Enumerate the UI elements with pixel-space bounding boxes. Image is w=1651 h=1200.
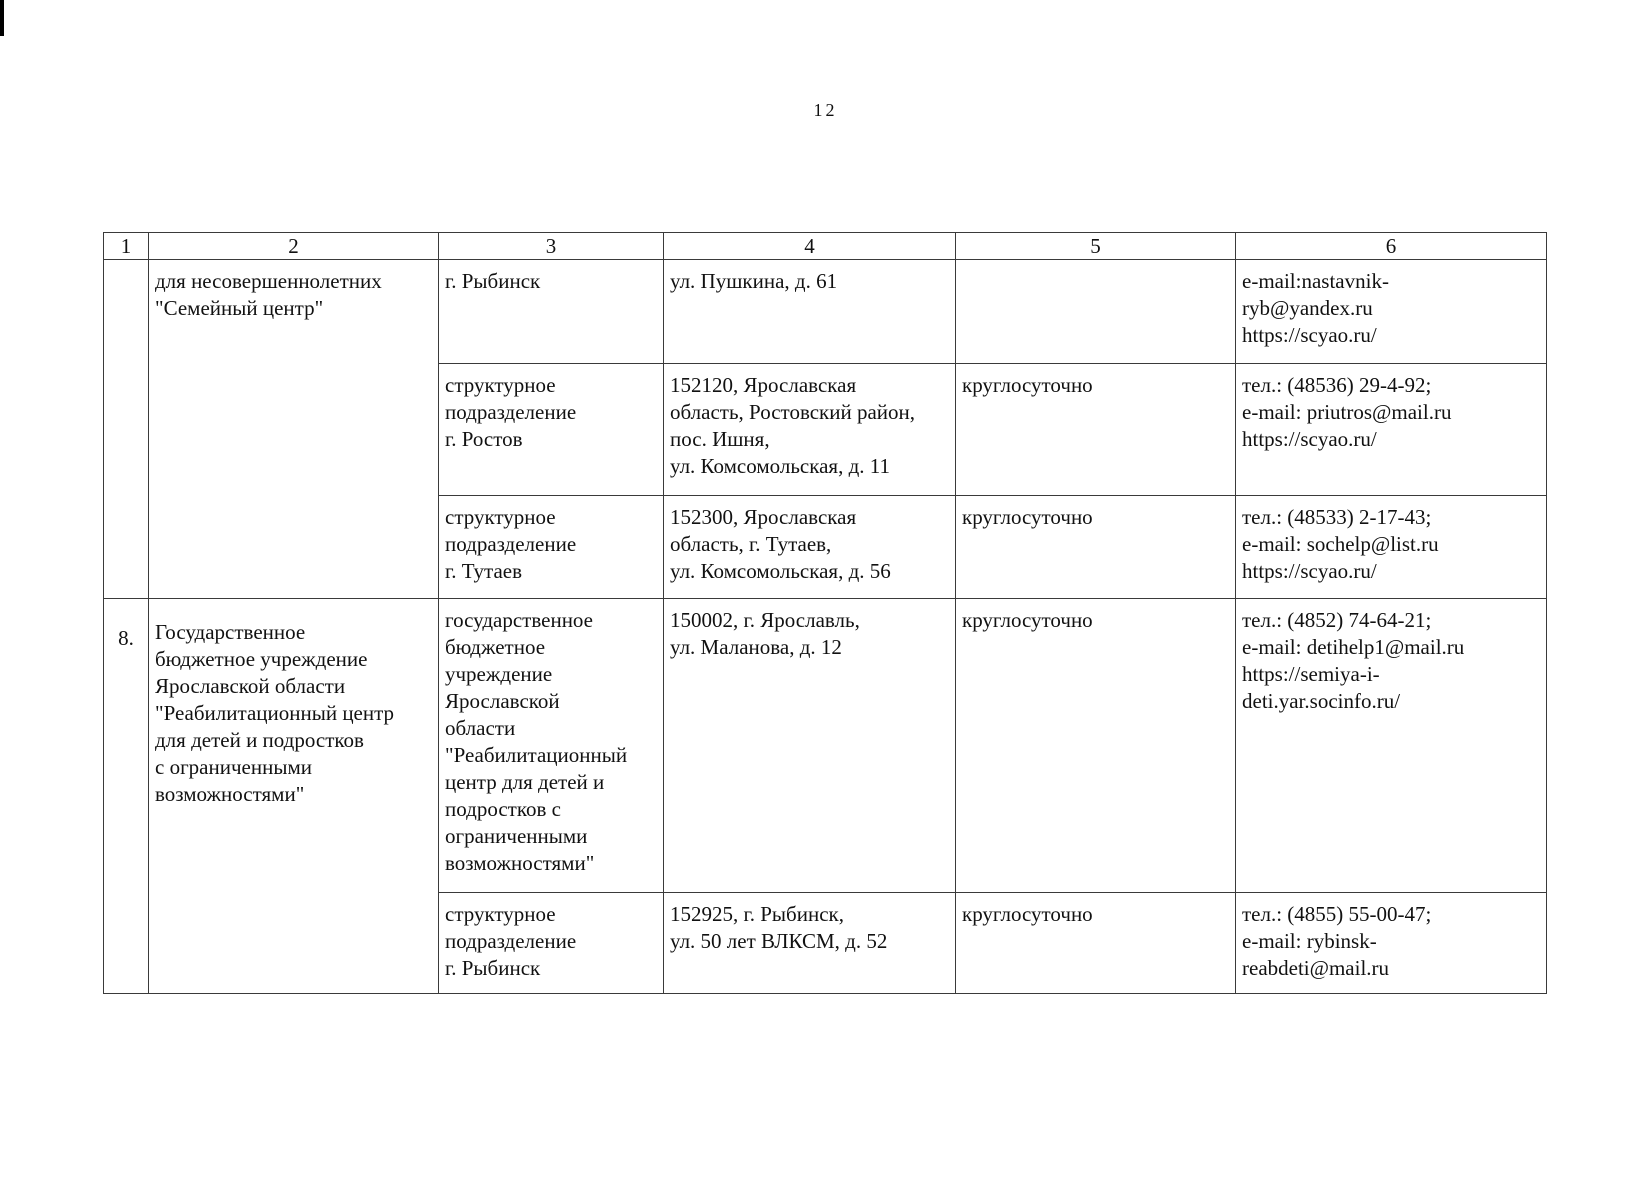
cell-line: Государственное (155, 620, 306, 644)
cell-line: государственное (445, 608, 594, 632)
cell-line: тел.: (4855) 55-00-47; (1242, 902, 1432, 926)
cell-line: круглосуточно (962, 505, 1093, 529)
cell-line: 150002, г. Ярославль, (670, 608, 860, 632)
subunit-name (439, 260, 664, 364)
table-row (104, 260, 1547, 364)
cell-line: e-mail:nastavnik- (1242, 269, 1389, 293)
subunit-contacts (1236, 496, 1547, 599)
cell-line: "Реабилитационный (445, 743, 628, 767)
column-number-header-row (104, 233, 1547, 260)
cell-line: e-mail: detihelp1@mail.ru (1242, 635, 1465, 659)
subunit-name (439, 599, 664, 893)
subunit-address (664, 260, 956, 364)
cell-line: https://scyao.ru/ (1242, 559, 1377, 583)
subunit-name (439, 364, 664, 496)
subunit-address (664, 496, 956, 599)
subunit-contacts (1236, 364, 1547, 496)
cell-line: область, Ростовский район, (670, 400, 916, 424)
cell-line: ryb@yandex.ru (1242, 296, 1373, 320)
cell-line: 152925, г. Рыбинск, (670, 902, 844, 926)
cell-line: deti.yar.socinfo.ru/ (1242, 689, 1401, 713)
column-header: 3 (439, 233, 664, 260)
column-header: 5 (956, 233, 1236, 260)
cell-line: Ярославской (445, 689, 560, 713)
cell-line: центр для детей и (445, 770, 605, 794)
row-number: 8. (104, 599, 149, 994)
subunit-contacts (1236, 893, 1547, 994)
cell-line: "Семейный центр" (155, 296, 324, 320)
cell-line: ул. Пушкина, д. 61 (670, 269, 838, 293)
subunit-contacts (1236, 599, 1547, 893)
cell-line: круглосуточно (962, 373, 1093, 397)
subunit-hours (956, 599, 1236, 893)
subunit-hours (956, 496, 1236, 599)
cell-line: "Реабилитационный центр (155, 701, 395, 725)
cell-line: г. Рыбинск (445, 956, 541, 980)
organization-name (149, 599, 439, 994)
subunit-name (439, 496, 664, 599)
cell-line: круглосуточно (962, 902, 1093, 926)
cell-line: подразделение (445, 929, 577, 953)
cell-line: Ярославской области (155, 674, 346, 698)
cell-line: подразделение (445, 532, 577, 556)
cell-line: https://scyao.ru/ (1242, 427, 1377, 451)
table-row (104, 599, 1547, 893)
subunit-hours (956, 260, 1236, 364)
cell-line: круглосуточно (962, 608, 1093, 632)
cell-line: подразделение (445, 400, 577, 424)
cell-line: пос. Ишня, (670, 427, 770, 451)
cell-line: 152300, Ярославская (670, 505, 857, 529)
subunit-address (664, 364, 956, 496)
cell-line: возможностями" (445, 851, 595, 875)
cell-line: 152120, Ярославская (670, 373, 857, 397)
subunit-address (664, 599, 956, 893)
column-header: 6 (1236, 233, 1547, 260)
cell-line: структурное (445, 505, 556, 529)
cell-line: г. Рыбинск (445, 269, 541, 293)
cell-line: область, г. Тутаев, (670, 532, 832, 556)
cell-line: г. Тутаев (445, 559, 523, 583)
subunit-address (664, 893, 956, 994)
cell-line: с ограниченными (155, 755, 312, 779)
cell-line: e-mail: priutros@mail.ru (1242, 400, 1452, 424)
cell-line: структурное (445, 373, 556, 397)
cell-line: возможностями" (155, 782, 305, 806)
cell-line: структурное (445, 902, 556, 926)
scan-edge-mark (0, 0, 4, 36)
cell-line: подростков с (445, 797, 561, 821)
cell-line: https://semiya-i- (1242, 662, 1380, 686)
cell-line: тел.: (48536) 29-4-92; (1242, 373, 1432, 397)
column-header: 2 (149, 233, 439, 260)
cell-line: ул. 50 лет ВЛКСМ, д. 52 (670, 929, 888, 953)
cell-line: г. Ростов (445, 427, 523, 451)
organization-name (149, 260, 439, 599)
subunit-contacts (1236, 260, 1547, 364)
cell-line: бюджетное (445, 635, 546, 659)
cell-line: бюджетное учреждение (155, 647, 368, 671)
cell-line: для несовершеннолетних (155, 269, 382, 293)
page-number: 12 (813, 100, 838, 120)
cell-line: ул. Комсомольская, д. 11 (670, 454, 890, 478)
cell-line: ул. Маланова, д. 12 (670, 635, 842, 659)
cell-line: e-mail: rybinsk- (1242, 929, 1377, 953)
cell-line: для детей и подростков (155, 728, 364, 752)
row-number (104, 260, 149, 599)
subunit-hours (956, 893, 1236, 994)
cell-line: ул. Комсомольская, д. 56 (670, 559, 891, 583)
cell-line: e-mail: sochelp@list.ru (1242, 532, 1439, 556)
cell-line: тел.: (48533) 2-17-43; (1242, 505, 1432, 529)
subunit-name (439, 893, 664, 994)
cell-line: https://scyao.ru/ (1242, 323, 1377, 347)
cell-line: области (445, 716, 516, 740)
cell-line: ограниченными (445, 824, 588, 848)
cell-line: reabdeti@mail.ru (1242, 956, 1390, 980)
column-header: 4 (664, 233, 956, 260)
institutions-table (103, 232, 1547, 994)
cell-line: тел.: (4852) 74-64-21; (1242, 608, 1432, 632)
subunit-hours (956, 364, 1236, 496)
cell-line: учреждение (445, 662, 553, 686)
column-header: 1 (104, 233, 149, 260)
